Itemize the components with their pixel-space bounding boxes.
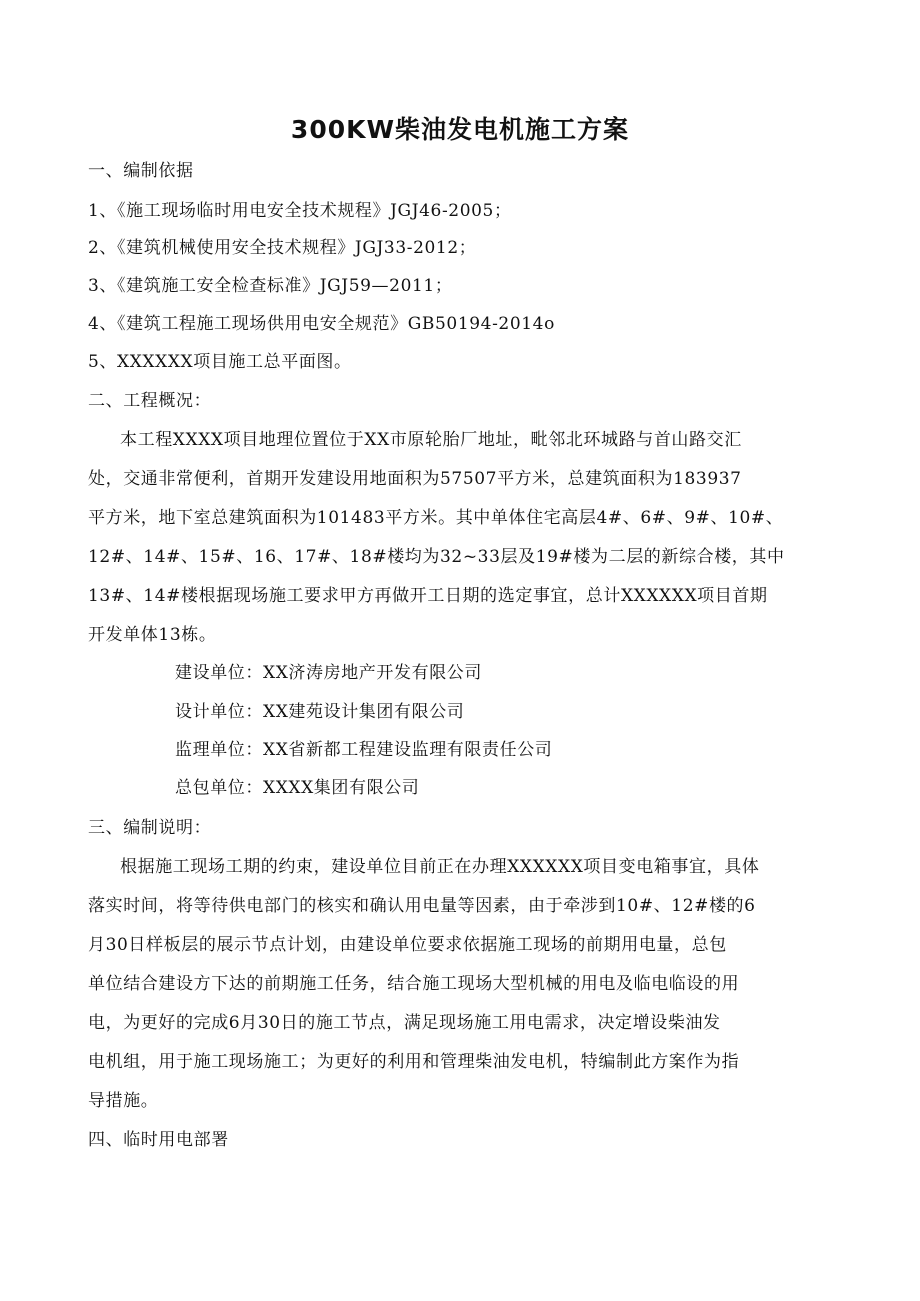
overview-paragraph-line: 开发单体13栋。 xyxy=(88,625,217,645)
explanation-paragraph-line: 月30日样板层的展示节点计划，由建设单位要求依据施工现场的前期用电量，总包 xyxy=(88,935,727,955)
explanation-paragraph-line: 根据施工现场工期的约束，建设单位目前正在办理XXXXXX项目变电箱事宜，具体 xyxy=(120,857,760,877)
unit-supervision: 监理单位：XX省新都工程建设监理有限责任公司 xyxy=(175,740,553,760)
basis-item-4: 4、《建筑工程施工现场供用电安全规范》GB50194-2014o xyxy=(88,314,555,334)
unit-construction: 建设单位：XX济涛房地产开发有限公司 xyxy=(175,663,483,683)
basis-item-5: 5、XXXXXX项目施工总平面图。 xyxy=(88,352,352,372)
overview-paragraph-line: 13#、14#楼根据现场施工要求甲方再做开工日期的选定事宜，总计XXXXXX项目首期 xyxy=(88,586,768,606)
overview-paragraph-line: 处，交通非常便利，首期开发建设用地面积为57507平方米，总建筑面积为183937 xyxy=(88,469,742,489)
section-heading-basis: 一、编制依据 xyxy=(88,161,194,181)
section-heading-overview: 二、工程概况： xyxy=(88,391,212,411)
section-heading-deployment: 四、临时用电部署 xyxy=(88,1130,229,1150)
unit-general-contractor: 总包单位：XXXX集团有限公司 xyxy=(175,778,420,798)
document-title: 300KW柴油发电机施工方案 xyxy=(290,115,630,144)
overview-paragraph-line: 12#、14#、15#、16、17#、18#楼均为32~33层及19#楼为二层的新综合楼，其中 xyxy=(88,547,785,567)
unit-design: 设计单位：XX建苑设计集团有限公司 xyxy=(175,702,465,722)
overview-paragraph-line: 平方米，地下室总建筑面积为101483平方米。其中单体住宅高层4#、6#、9#、10#、 xyxy=(88,508,784,528)
explanation-paragraph-line: 单位结合建设方下达的前期施工任务，结合施工现场大型机械的用电及临电临设的用 xyxy=(88,974,740,994)
explanation-paragraph-line: 电，为更好的完成6月30日的施工节点，满足现场施工用电需求，决定增设柴油发 xyxy=(88,1013,721,1033)
overview-paragraph-line: 本工程XXXX项目地理位置位于XX市原轮胎厂地址，毗邻北环城路与首山路交汇 xyxy=(120,430,742,450)
basis-item-2: 2、《建筑机械使用安全技术规程》JGJ33-2012； xyxy=(88,238,477,258)
section-heading-explanation: 三、编制说明： xyxy=(88,818,212,838)
explanation-paragraph-line: 导措施。 xyxy=(88,1091,159,1111)
basis-item-3: 3、《建筑施工安全检查标准》JGJ59—2011； xyxy=(88,276,453,296)
explanation-paragraph-line: 电机组，用于施工现场施工；为更好的利用和管理柴油发电机，特编制此方案作为指 xyxy=(88,1052,740,1072)
explanation-paragraph-line: 落实时间，将等待供电部门的核实和确认用电量等因素，由于牵涉到10#、12#楼的6 xyxy=(88,896,756,916)
basis-item-1: 1、《施工现场临时用电安全技术规程》JGJ46-2005； xyxy=(88,201,512,221)
